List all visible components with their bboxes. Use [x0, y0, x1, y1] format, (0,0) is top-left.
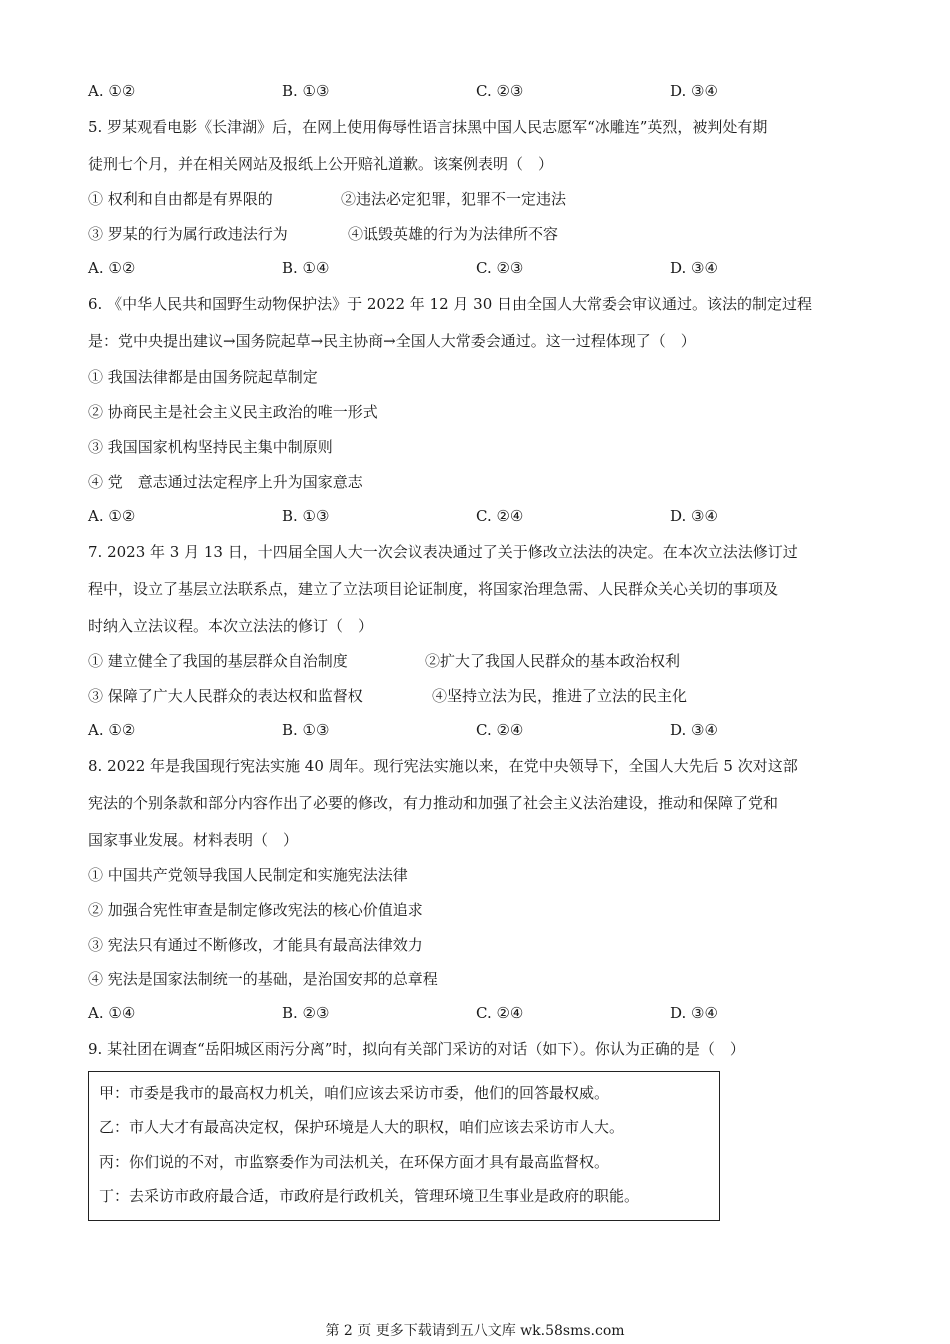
q7-option-d[interactable]: D. ③④	[670, 721, 718, 739]
q5-statement-4: ④诋毁英雄的行为为法律所不容	[348, 225, 559, 243]
q7-options	[88, 720, 868, 740]
q8-stem-line-3: 国家事业发展。材料表明（ ）	[88, 831, 299, 849]
q7-option-b[interactable]: B. ①③	[282, 721, 330, 739]
q7-stem-line-2: 程中，设立了基层立法联系点，建立了立法项目论证制度，将国家治理急需、人民群众关心关切的事项及	[88, 580, 779, 598]
q8-stem-line-1: 8. 2022 年是我国现行宪法实施 40 周年。现行宪法实施以来，在党中央领导下，全国人大先后 5 次对这部	[88, 757, 798, 775]
q8-option-b[interactable]: B. ②③	[282, 1004, 330, 1022]
q6-statement-3: ③ 我国国家机构坚持民主集中制原则	[88, 438, 333, 456]
q8-options	[88, 1003, 868, 1023]
q7-stem-line-1: 7. 2023 年 3 月 13 日，十四届全国人大一次会议表决通过了关于修改立法法的决定。在本次立法法修订过	[88, 543, 798, 561]
q5-statement-2: ②违法必定犯罪，犯罪不一定违法	[341, 190, 567, 208]
q7-statements-row-2	[88, 686, 868, 706]
q5-statement-1: ① 权利和自由都是有界限的	[88, 190, 273, 208]
q6-stem-line-1: 6. 《中华人民共和国野生动物保护法》于 2022 年 12 月 30 日由全国人大常委会审议通过。该法的制定过程	[88, 295, 813, 313]
q8-stem-line-2: 宪法的个别条款和部分内容作出了必要的修改，有力推动和加强了社会主义法治建设，推动和保障了党和	[88, 794, 779, 812]
q9-dialog-ding: 丁：去采访市政府最合适，市政府是行政机关，管理环境卫生事业是政府的职能。	[99, 1187, 640, 1205]
q8-option-d[interactable]: D. ③④	[670, 1004, 718, 1022]
q9-dialog-jia: 甲：市委是我市的最高权力机关，咱们应该去采访市委，他们的回答最权威。	[99, 1084, 610, 1102]
q4-option-b[interactable]: B. ①③	[282, 82, 330, 100]
q5-statement-3: ③ 罗某的行为属行政违法行为	[88, 225, 288, 243]
q4-option-d[interactable]: D. ③④	[670, 82, 718, 100]
q5-option-a[interactable]: A. ①②	[88, 259, 136, 277]
q8-option-c[interactable]: C. ②④	[476, 1004, 524, 1022]
q9-dialog-box	[88, 1071, 720, 1221]
q4-option-c[interactable]: C. ②③	[476, 82, 524, 100]
q9-dialog-yi: 乙：市人大才有最高决定权，保护环境是人大的职权，咱们应该去采访市人大。	[99, 1118, 625, 1136]
q7-statement-2: ②扩大了我国人民群众的基本政治权利	[425, 652, 681, 670]
q6-option-c[interactable]: C. ②④	[476, 507, 524, 525]
q5-option-c[interactable]: C. ②③	[476, 259, 524, 277]
q7-statement-1: ① 建立健全了我国的基层群众自治制度	[88, 652, 348, 670]
q9-dialog-bing: 丙：你们说的不对，市监察委作为司法机关，在环保方面才具有最高监督权。	[99, 1153, 610, 1171]
q7-stem-line-3: 时纳入立法议程。本次立法法的修订（ ）	[88, 617, 374, 635]
q5-stem-line-1: 5. 罗某观看电影《长津湖》后，在网上使用侮辱性语言抹黑中国人民志愿军“冰雕连”英烈，被判处有期	[88, 118, 768, 136]
q6-option-b[interactable]: B. ①③	[282, 507, 330, 525]
q6-statement-4: ④ 党 意志通过法定程序上升为国家意志	[88, 473, 363, 491]
q8-statement-2: ② 加强合宪性审查是制定修改宪法的核心价值追求	[88, 901, 423, 919]
q7-option-a[interactable]: A. ①②	[88, 721, 136, 739]
q6-statement-2: ② 协商民主是社会主义民主政治的唯一形式	[88, 403, 378, 421]
q7-statement-4: ④坚持立法为民，推进了立法的民主化	[432, 687, 688, 705]
q5-option-b[interactable]: B. ①④	[282, 259, 330, 277]
q4-options	[88, 81, 868, 101]
q5-option-d[interactable]: D. ③④	[670, 259, 718, 277]
q6-option-d[interactable]: D. ③④	[670, 507, 718, 525]
q8-statement-3: ③ 宪法只有通过不断修改，才能具有最高法律效力	[88, 936, 423, 954]
q5-stem-line-2: 徒刑七个月，并在相关网站及报纸上公开赔礼道歉。该案例表明（ ）	[88, 155, 554, 173]
q6-stem-line-2: 是：党中央提出建议→国务院起草→民主协商→全国人大常委会通过。这一过程体现了（ ）	[88, 332, 696, 350]
q7-option-c[interactable]: C. ②④	[476, 721, 524, 739]
q6-option-a[interactable]: A. ①②	[88, 507, 136, 525]
q8-statement-4: ④ 宪法是国家法制统一的基础，是治国安邦的总章程	[88, 970, 438, 988]
q5-options	[88, 258, 868, 278]
q6-statement-1: ① 我国法律都是由国务院起草制定	[88, 368, 318, 386]
q7-statements-row-1	[88, 651, 868, 671]
q7-statement-3: ③ 保障了广大人民群众的表达权和监督权	[88, 687, 363, 705]
q9-stem-line: 9. 某社团在调查“岳阳城区雨污分离”时，拟向有关部门采访的对话（如下）。你认为正确的是（ ）	[88, 1040, 745, 1058]
q8-option-a[interactable]: A. ①④	[88, 1004, 136, 1022]
q4-option-a[interactable]: A. ①②	[88, 82, 136, 100]
page-footer: 第 2 页 更多下载请到五八文库 wk.58sms.com	[325, 1323, 625, 1339]
q5-statements-row-1	[88, 189, 868, 209]
q6-options	[88, 506, 868, 526]
q8-statement-1: ① 中国共产党领导我国人民制定和实施宪法法律	[88, 866, 408, 884]
q5-statements-row-2	[88, 224, 868, 244]
